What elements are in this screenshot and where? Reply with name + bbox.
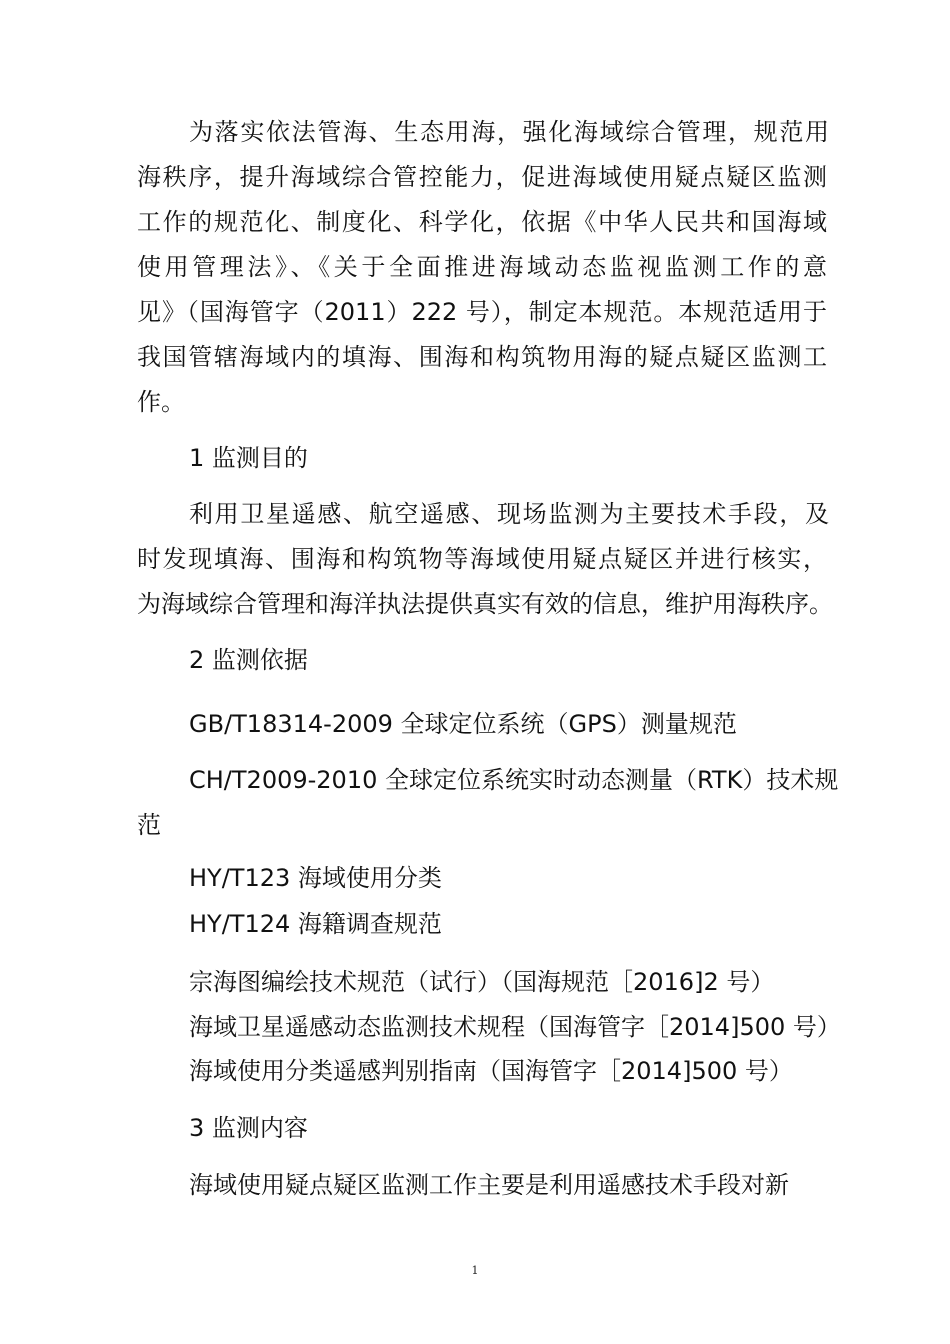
reference-item: HY/T123 海域使用分类 [189,864,442,892]
reference-item: CH/T2009-2010 全球定位系统实时动态测量（RTK）技术规 [189,766,839,794]
page-number: 1 [471,1264,479,1277]
reference-item: 宗海图编绘技术规范（试行）（国海规范［2016]2 号） [189,968,775,996]
section-paragraph-line: 时发现填海、围海和构筑物等海域使用疑点疑区并进行核实， [137,545,827,573]
intro-line: 为落实依法管海、生态用海，强化海域综合管理，规范用 [189,118,829,146]
intro-line: 见》（国海管字（2011）222 号），制定本规范。本规范适用于 [137,298,827,326]
section-paragraph-line: 为海域综合管理和海洋执法提供真实有效的信息，维护用海秩序。 [137,590,833,618]
intro-line: 工作的规范化、制度化、科学化，依据《中华人民共和国海域 [137,208,827,236]
section-heading: 2 监测依据 [189,646,308,674]
section-heading: 1 监测目的 [189,444,308,472]
intro-line: 海秩序，提升海域综合管控能力，促进海域使用疑点疑区监测 [137,163,827,191]
section-paragraph-line: 利用卫星遥感、航空遥感、现场监测为主要技术手段，及 [189,500,829,528]
section-heading: 3 监测内容 [189,1114,308,1142]
intro-line: 作。 [137,388,185,416]
section-paragraph-line: 海域使用疑点疑区监测工作主要是利用遥感技术手段对新 [189,1171,789,1199]
reference-item: 海域使用分类遥感判别指南（国海管字［2014]500 号） [189,1057,793,1085]
reference-item: HY/T124 海籍调查规范 [189,910,442,938]
intro-line: 使用管理法》、《关于全面推进海域动态监视监测工作的意 [137,253,827,281]
reference-item: GB/T18314-2009 全球定位系统（GPS）测量规范 [189,710,737,738]
reference-item: 海域卫星遥感动态监测技术规程（国海管字［2014]500 号） [189,1013,841,1041]
intro-line: 我国管辖海域内的填海、围海和构筑物用海的疑点疑区监测工 [137,343,827,371]
reference-item: 范 [137,811,161,839]
